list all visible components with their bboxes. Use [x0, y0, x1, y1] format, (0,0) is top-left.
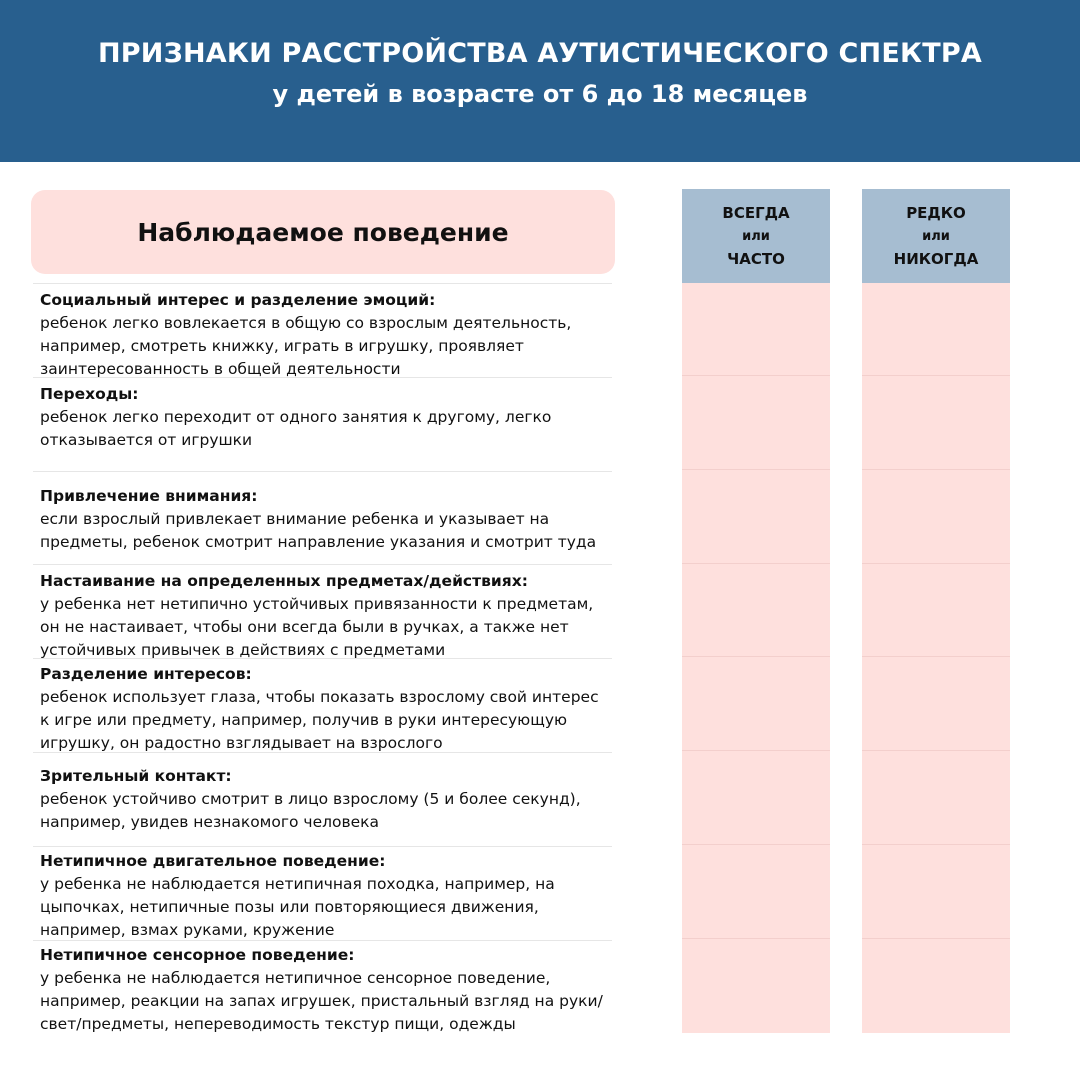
behavior-title: Нетипичное сенсорное поведение: — [40, 946, 355, 964]
answer-column-always-often — [682, 283, 830, 1033]
behavior-description: у ребенка нет нетипично устойчивых привязанности к предметам, он не настаивает, чтобы они всегда были в ручках, а также нет устойчивых привычек в действиях с предметами — [40, 595, 594, 659]
behavior-row — [33, 658, 612, 751]
answer-cell[interactable] — [682, 939, 830, 1032]
answer-cell[interactable] — [862, 283, 1010, 376]
behavior-title: Переходы: — [40, 385, 139, 403]
behavior-row — [33, 940, 612, 1033]
answer-cell[interactable] — [682, 752, 830, 845]
behavior-description: ребенок легко вовлекается в общую со взрослым деятельность, например, смотреть книжку, играть в игрушку, проявляет заинтересованность в общей деятельности — [40, 314, 572, 378]
behavior-column-header: Наблюдаемое поведение — [31, 190, 615, 274]
behavior-description: ребенок использует глаза, чтобы показать взрослому свой интерес к игре или предмету, например, получив в руки интересующую игрушку, он радостно взглядывает на взрослого — [40, 688, 599, 752]
behavior-title: Разделение интересов: — [40, 665, 252, 683]
column-header-line: НИКОГДА — [893, 249, 979, 268]
answer-cell[interactable] — [862, 846, 1010, 939]
page-subtitle: у детей в возрасте от 6 до 18 месяцев — [272, 80, 808, 108]
column-header-rarely-never — [862, 189, 1010, 283]
answer-cell[interactable] — [862, 752, 1010, 845]
behavior-description: ребенок легко переходит от одного занятия к другому, легко отказывается от игрушки — [40, 408, 552, 449]
behavior-title: Настаивание на определенных предметах/действиях: — [40, 572, 528, 590]
column-header-line: или — [922, 228, 950, 244]
column-header-line: ЧАСТО — [727, 249, 785, 268]
behavior-row — [33, 471, 612, 564]
behavior-title: Социальный интерес и разделение эмоций: — [40, 291, 436, 309]
behavior-description: у ребенка не наблюдается нетипичное сенсорное поведение, например, реакции на запах игрушек, пристальный взгляд на руки/свет/предметы, непереводимость текстур пищи, одежды — [40, 969, 603, 1033]
column-header-line: ВСЕГДА — [722, 203, 790, 222]
behavior-description: ребенок устойчиво смотрит в лицо взрослому (5 и более секунд), например, увидев незнакомого человека — [40, 790, 581, 831]
behavior-description: если взрослый привлекает внимание ребенка и указывает на предметы, ребенок смотрит направление указания и смотрит туда — [40, 510, 597, 551]
behavior-row — [33, 283, 612, 376]
answer-cell[interactable] — [682, 564, 830, 657]
answer-cell[interactable] — [862, 471, 1010, 564]
page-header — [0, 0, 1080, 162]
answer-cell[interactable] — [862, 564, 1010, 657]
behavior-title: Привлечение внимания: — [40, 487, 258, 505]
answer-cell[interactable] — [862, 939, 1010, 1032]
behavior-row — [33, 846, 612, 939]
answer-cell[interactable] — [682, 283, 830, 376]
answer-cell[interactable] — [862, 377, 1010, 470]
answer-cell[interactable] — [862, 658, 1010, 751]
answer-cell[interactable] — [682, 377, 830, 470]
column-header-line: РЕДКО — [906, 203, 966, 222]
behavior-description: у ребенка не наблюдается нетипичная походка, например, на цыпочках, нетипичные позы или повторяющиеся движения, например, взмах руками, кружение — [40, 875, 555, 939]
answer-cell[interactable] — [682, 658, 830, 751]
column-header-line: или — [742, 228, 770, 244]
behavior-row — [33, 564, 612, 657]
page-title: ПРИЗНАКИ РАССТРОЙСТВА АУТИСТИЧЕСКОГО СПЕКТРА — [98, 38, 982, 69]
behavior-row — [33, 377, 612, 470]
answer-column-rarely-never — [862, 283, 1010, 1033]
behavior-title: Нетипичное двигательное поведение: — [40, 852, 386, 870]
answer-cell[interactable] — [682, 471, 830, 564]
behavior-title: Зрительный контакт: — [40, 767, 232, 785]
behavior-row — [33, 752, 612, 845]
answer-cell[interactable] — [682, 846, 830, 939]
column-header-always-often — [682, 189, 830, 283]
